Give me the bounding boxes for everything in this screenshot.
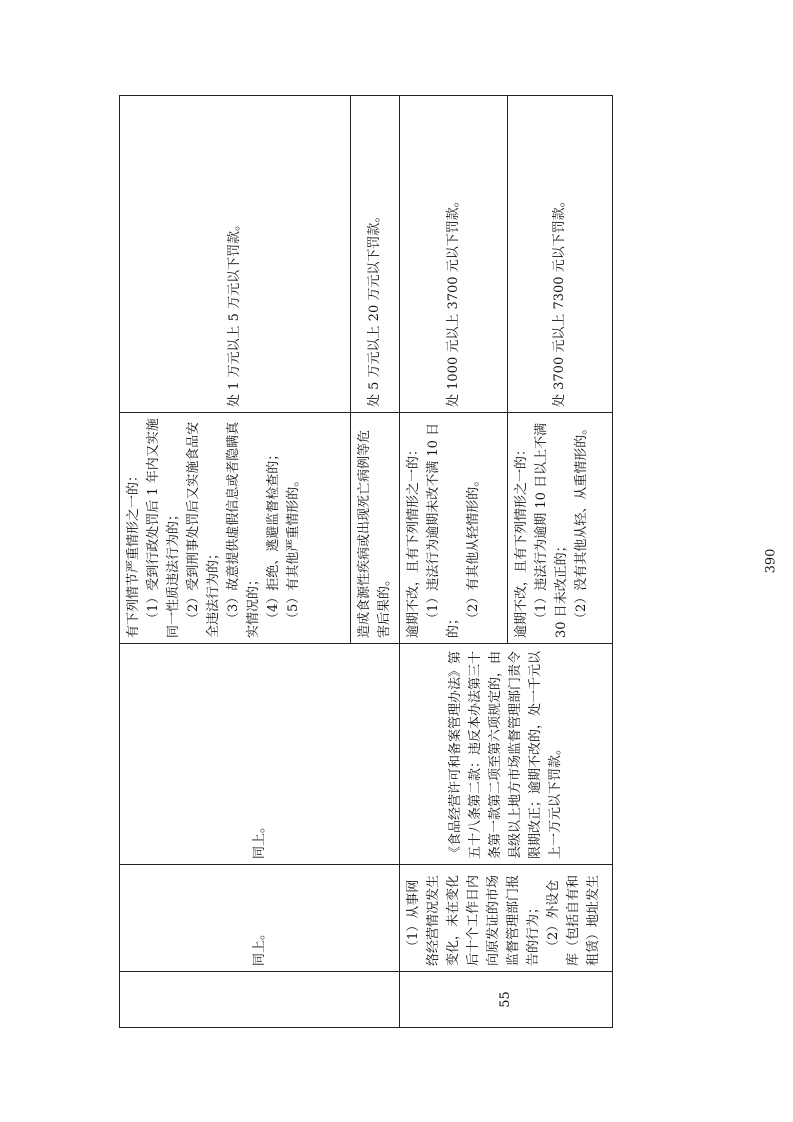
table-row: [400, 96, 508, 1028]
situation-cell: [400, 413, 508, 644]
penalty-cell: [120, 96, 351, 413]
penalty-text: 处 5 万元以上 20 万元以下罚款。: [367, 209, 382, 407]
situation-line: （2）受到刑事处罚后又实施食品安全违法行为的；: [186, 421, 221, 638]
situation-line: （1）违法行为逾期 10 日以上不满 30 日未改正的；: [534, 422, 569, 638]
rotated-table-container: [119, 96, 601, 1028]
situation-cell: [508, 413, 613, 644]
situation-line: 有下列情节严重情形之一的：: [126, 468, 141, 638]
legal-basis-cell: [400, 644, 613, 865]
violation-line: （1）从事网络经营情况发生变化，未在变化后十个工作日内向原发证的市场监督管理部门报告的行为；: [406, 874, 541, 966]
legal-basis-text: 同上。: [251, 819, 267, 859]
penalty-cell: [508, 96, 613, 413]
penalty-text: 处 1 万元以上 5 万元以下罚款。: [227, 217, 242, 407]
situation-line: （2）有其他从轻情形的。: [466, 473, 481, 625]
situation-line: （1）受到行政处罚后 1 年内又实施同一性质违法行为的；: [146, 418, 181, 638]
situation-line: （4）拒绝、逃避监督检查的；: [266, 447, 281, 625]
situation-line: 造成食源性疾病或出现死亡病例等危害后果的。: [357, 429, 392, 638]
row-number-cell: [120, 972, 400, 1028]
penalty-standard-table: [119, 95, 613, 1028]
violation-line: （2）外设仓库（包括自有和租赁）地址发生: [546, 874, 601, 966]
table-row: [120, 96, 351, 1028]
violation-text: 同上。: [251, 926, 267, 966]
penalty-cell: [400, 96, 508, 413]
penalty-text: 处 3700 元以上 7300 元以下罚款。: [552, 194, 567, 407]
situation-cell: [120, 413, 351, 644]
rotated-table-content: [119, 96, 601, 1028]
situation-cell: [351, 413, 400, 644]
penalty-cell: [351, 96, 400, 413]
situation-line: （1）违法行为逾期未改不满 10 日的；: [426, 422, 461, 638]
situation-line: （2）没有其他从轻、从重情形的。: [574, 421, 589, 625]
page-number: 390: [763, 548, 779, 574]
legal-basis-text: 《食品经营许可和备案管理办法》第五十八条第二款：违反本办法第三十条第一款第二项至第六项规定的，由县级以上地方市场监督管理部门责令限期改正；逾期不改的，处一千元以上一万元以下罚款。: [448, 650, 563, 859]
situation-line: 逾期不改，且有下列情形之一的：: [406, 442, 421, 638]
situation-line: 逾期不改，且有下列情形之一的：: [514, 442, 529, 638]
violation-cell: [400, 865, 613, 972]
penalty-text: 处 1000 元以上 3700 元以下罚款。: [445, 194, 461, 407]
row-number-cell: 55: [400, 972, 613, 1028]
situation-line: （3）故意提供虚假信息或者隐瞒真实情况的；: [226, 421, 261, 638]
legal-basis-cell: [120, 644, 400, 865]
situation-line: （5）有其他严重情形的。: [286, 473, 301, 625]
violation-cell: [120, 865, 400, 972]
